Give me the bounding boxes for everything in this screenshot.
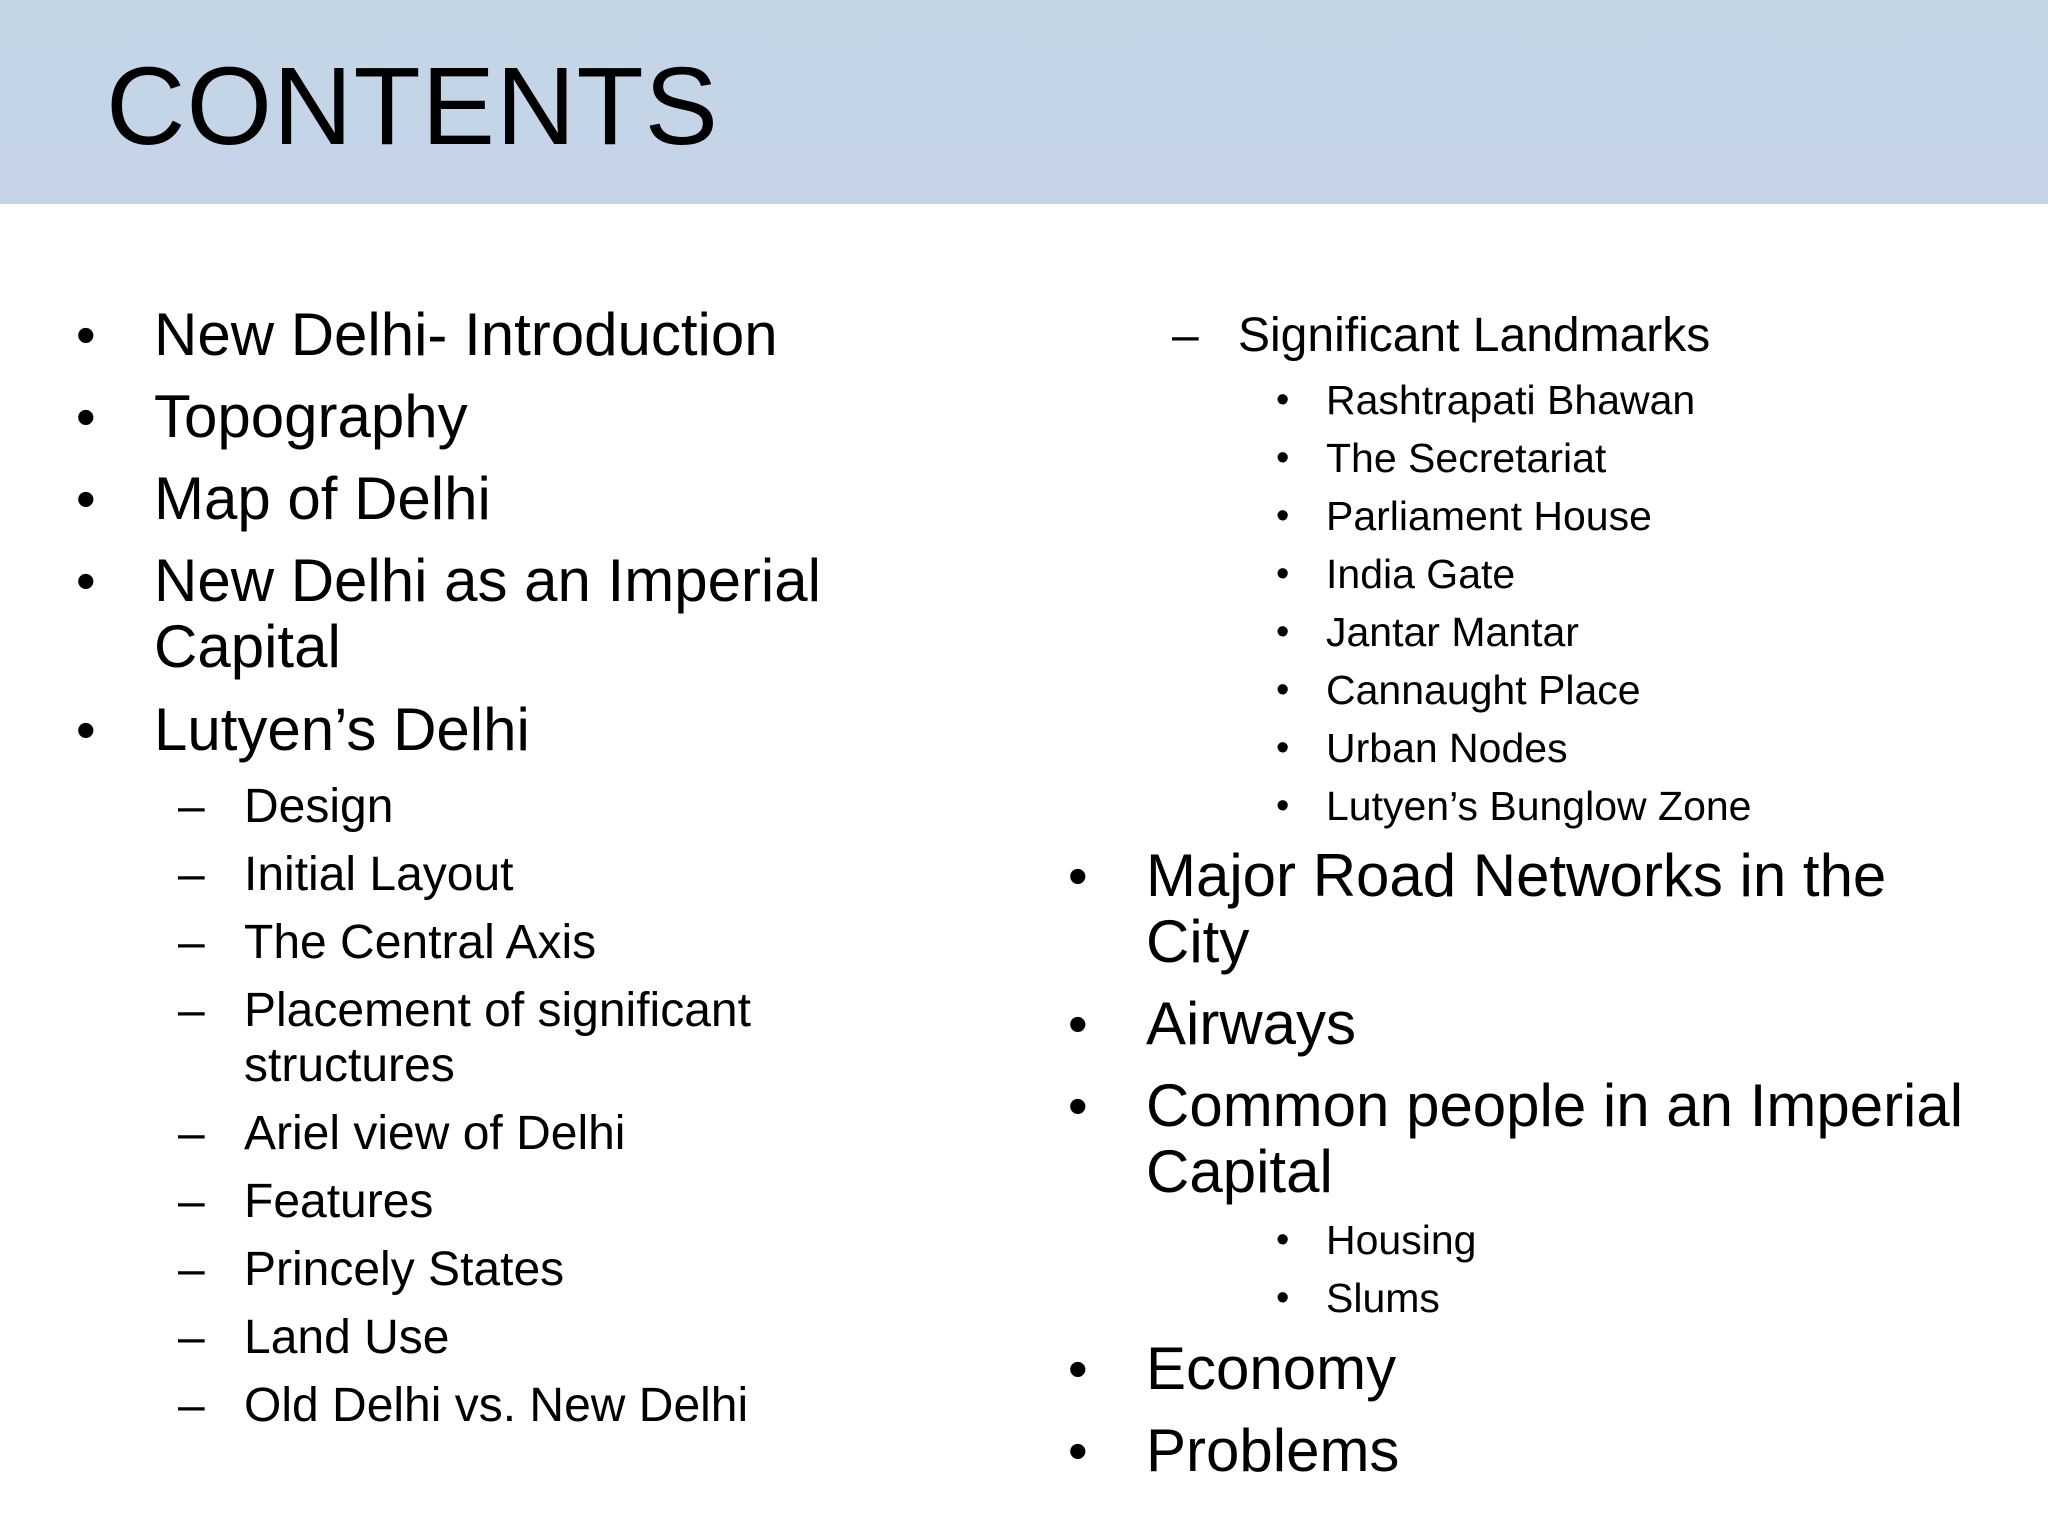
sub-item-label: Housing bbox=[1326, 1217, 1477, 1263]
dash-icon: – bbox=[178, 1243, 205, 1296]
bullet-icon: • bbox=[76, 698, 96, 761]
list-item-label: New Delhi as an Imperial bbox=[154, 547, 821, 614]
bullet-icon: • bbox=[1276, 727, 1290, 769]
bullet-icon: • bbox=[1276, 785, 1290, 827]
sub-item-label: Placement of significant bbox=[244, 984, 751, 1037]
dash-icon: – bbox=[178, 1175, 205, 1228]
list-item-label-continued: City bbox=[1146, 908, 1250, 975]
dash-icon: – bbox=[178, 1379, 205, 1432]
list-item-label: New Delhi- Introduction bbox=[154, 301, 778, 368]
list-item-label: Lutyen’s Delhi bbox=[154, 696, 530, 763]
landmark-label: The Secretariat bbox=[1326, 435, 1607, 481]
bullet-icon: • bbox=[1276, 495, 1290, 537]
dash-icon: – bbox=[178, 916, 205, 969]
bullet-icon: • bbox=[76, 303, 96, 366]
dash-icon: – bbox=[1172, 309, 1199, 362]
sub-item-label: Land Use bbox=[244, 1311, 450, 1364]
dash-icon: – bbox=[178, 780, 205, 833]
sub-item-label: Significant Landmarks bbox=[1238, 309, 1711, 362]
bullet-icon: • bbox=[1276, 1219, 1290, 1261]
sub-item-label: Ariel view of Delhi bbox=[244, 1107, 626, 1160]
list-item-label: Major Road Networks in the bbox=[1146, 842, 1887, 909]
sub-item-label: Princely States bbox=[244, 1243, 565, 1296]
sub-item-label: Old Delhi vs. New Delhi bbox=[244, 1379, 749, 1432]
bullet-icon: • bbox=[1276, 437, 1290, 479]
landmark-label: Rashtrapati Bhawan bbox=[1326, 377, 1696, 423]
dash-icon: – bbox=[178, 1311, 205, 1364]
sub-item-label: Features bbox=[244, 1175, 434, 1228]
landmark-label: Jantar Mantar bbox=[1326, 609, 1579, 655]
bullet-icon: • bbox=[1068, 1419, 1088, 1482]
list-item-label: Problems bbox=[1146, 1417, 1400, 1484]
bullet-icon: • bbox=[76, 549, 96, 612]
list-item-label: Airways bbox=[1146, 990, 1357, 1057]
list-item-label: Topography bbox=[154, 383, 468, 450]
list-item-label-continued: Capital bbox=[1146, 1138, 1333, 1205]
sub-item-label: The Central Axis bbox=[244, 916, 597, 969]
list-item-label: Map of Delhi bbox=[154, 465, 491, 532]
bullet-icon: • bbox=[76, 385, 96, 448]
list-item-label-continued: Capital bbox=[154, 613, 341, 680]
bullet-icon: • bbox=[1068, 844, 1088, 907]
bullet-icon: • bbox=[76, 467, 96, 530]
bullet-icon: • bbox=[1068, 1074, 1088, 1137]
list-item-label: Economy bbox=[1146, 1335, 1397, 1402]
bullet-icon: • bbox=[1068, 1337, 1088, 1400]
bullet-icon: • bbox=[1276, 553, 1290, 595]
sub-item-label: Design bbox=[244, 780, 394, 833]
landmark-label: Cannaught Place bbox=[1326, 667, 1641, 713]
bullet-icon: • bbox=[1276, 669, 1290, 711]
bullet-icon: • bbox=[1276, 379, 1290, 421]
landmark-label: Urban Nodes bbox=[1326, 725, 1568, 771]
dash-icon: – bbox=[178, 1107, 205, 1160]
landmark-label: Parliament House bbox=[1326, 493, 1652, 539]
landmark-label: Lutyen’s Bunglow Zone bbox=[1326, 783, 1752, 829]
sub-item-label: Slums bbox=[1326, 1275, 1440, 1321]
bullet-icon: • bbox=[1068, 992, 1088, 1055]
slide-title: CONTENTS bbox=[106, 45, 719, 168]
dash-icon: – bbox=[178, 848, 205, 901]
dash-icon: – bbox=[178, 984, 205, 1037]
bullet-icon: • bbox=[1276, 611, 1290, 653]
bullet-icon: • bbox=[1276, 1277, 1290, 1319]
landmark-label: India Gate bbox=[1326, 551, 1516, 597]
sub-item-label: Initial Layout bbox=[244, 848, 514, 901]
sub-item-label-continued: structures bbox=[244, 1039, 455, 1092]
list-item-label: Common people in an Imperial bbox=[1146, 1072, 1964, 1139]
